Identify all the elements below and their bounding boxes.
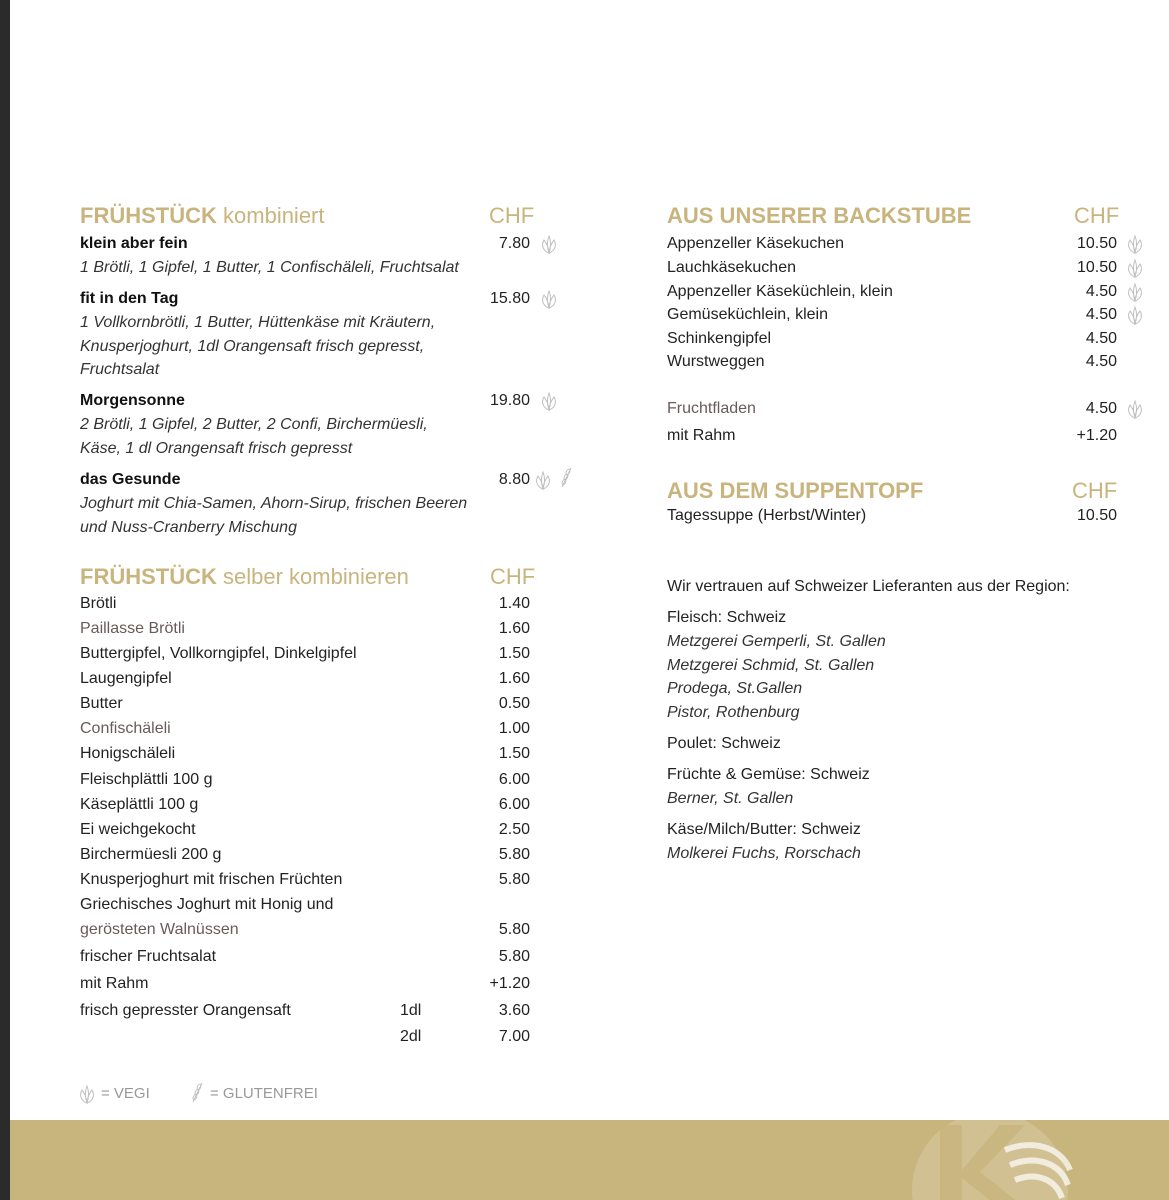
menu-item-price: 6.00 [498,771,530,788]
section-title-bold: FRÜHSTÜCK [80,203,217,228]
supplier-name: Metzgerei Gemperli, St. Gallen [667,633,886,650]
menu-item-description: 1 Vollkornbrötli, 1 Butter, Hüttenkäse mit Kräutern, Knusperjoghurt, 1dl Orangensaft frisch gepresst, Fruchtsalat [80,314,436,378]
left-edge-bar [0,0,10,1200]
menu-item-price: 5.80 [498,871,530,888]
vegi-icon [538,390,560,412]
menu-item-name: Birchermüesli 200 g [80,846,222,863]
menu-item-name: klein aber fein [80,235,188,252]
menu-item-name: Knusperjoghurt mit frischen Früchten [80,871,343,888]
menu-item-name: Confischäleli [80,720,171,737]
menu-item-price: 7.80 [498,235,530,252]
menu-item-description: 2 Brötli, 1 Gipfel, 2 Butter, 2 Confi, Birchermüesli, Käse, 1 dl Orangensaft frisch gepresst [80,416,428,457]
menu-item-name: Fruchtfladen [667,400,756,417]
section-title-fruehstueck-selber [80,564,409,590]
supplier-group-label: Poulet: Schweiz [667,735,781,752]
vegi-icon [1124,398,1146,420]
vegi-icon [1124,304,1146,326]
supplier-name: Molkerei Fuchs, Rorschach [667,845,861,862]
menu-item-price: 4.50 [1085,306,1117,323]
supplier-name: Pistor, Rothenburg [667,704,800,721]
menu-item-name: das Gesunde [80,471,181,488]
vegi-icon [532,469,554,491]
menu-item-name: Morgensonne [80,392,185,409]
menu-item-price: +1.20 [1076,427,1117,444]
vegi-icon [1124,233,1146,255]
menu-item-price: 10.50 [1076,259,1117,276]
menu-item-price: 1.00 [498,720,530,737]
menu-item-name: Appenzeller Käseküchlein, klein [667,283,893,300]
menu-item-name: Honigschäleli [80,745,176,762]
menu-item-price: 5.80 [498,948,530,965]
menu-item-price: 4.50 [1085,330,1117,347]
menu-item-price: 10.50 [1076,235,1117,252]
supplier-group-label: Fleisch: Schweiz [667,609,787,626]
menu-item-name: fit in den Tag [80,290,179,307]
menu-item-name: Schinkengipfel [667,330,772,347]
supplier-name: Prodega, St.Gallen [667,680,803,697]
menu-item-price: 19.80 [489,392,530,409]
section-title-fruehstueck-kombiniert [80,203,325,229]
footer-band [10,1120,1169,1200]
vegi-icon [76,1083,98,1105]
menu-item-price: 7.00 [498,1028,530,1045]
menu-item-name: Fleischplättli 100 g [80,771,213,788]
vegi-icon [538,288,560,310]
section-title-light: selber kombinieren [223,564,409,589]
menu-item-name: Wurstweggen [667,353,765,370]
menu-item-price: 0.50 [498,695,530,712]
glutenfrei-icon [556,466,578,488]
menu-item-price: 5.80 [498,921,530,938]
currency-label: CHF [490,564,536,589]
menu-item-name: Ei weichgekocht [80,821,196,838]
menu-item-price: 1.50 [498,745,530,762]
glutenfrei-icon [187,1081,209,1103]
menu-item-description: 1 Brötli, 1 Gipfel, 1 Butter, 1 Confischäleli, Fruchtsalat [80,259,459,276]
menu-item-name: Paillasse Brötli [80,620,185,637]
menu-item-name: Gemüseküchlein, klein [667,306,828,323]
vegi-icon [538,233,560,255]
supplier-group-label: Käse/Milch/Butter: Schweiz [667,821,861,838]
menu-item-price: 3.60 [498,1002,530,1019]
vegi-icon [1124,281,1146,303]
vegi-icon [1124,257,1146,279]
menu-item-name: Brötli [80,595,117,612]
supplier-name: Berner, St. Gallen [667,790,794,807]
supplier-group-label: Früchte & Gemüse: Schweiz [667,766,870,783]
menu-item-price: 10.50 [1076,507,1117,524]
menu-item-name: mit Rahm [80,975,149,992]
menu-item-name: frischer Fruchtsalat [80,948,217,965]
menu-item-name: Buttergipfel, Vollkorngipfel, Dinkelgipfel [80,645,357,662]
menu-item-price: 1.60 [498,670,530,687]
section-title-suppentopf: AUS DEM SUPPENTOPF [667,478,924,503]
menu-item-price: 4.50 [1085,353,1117,370]
menu-item-price: 4.50 [1085,283,1117,300]
menu-item-name: mit Rahm [667,427,736,444]
menu-item-price: +1.20 [489,975,530,992]
currency-label: CHF [1074,203,1120,228]
section-title-light: kombiniert [223,203,325,228]
menu-item-price: 1.60 [498,620,530,637]
suppliers-intro: Wir vertrauen auf Schweizer Lieferanten aus der Region: [667,578,1070,595]
menu-item-name: Griechisches Joghurt mit Honig und [80,896,334,913]
menu-item-price: 5.80 [498,846,530,863]
legend-glutenfrei-label: = GLUTENFREI [210,1085,318,1102]
menu-item-name: Käseplättli 100 g [80,796,199,813]
menu-item-price: 6.00 [498,796,530,813]
menu-item-name: Butter [80,695,123,712]
menu-item-price: 8.80 [498,471,530,488]
menu-item-name: Lauchkäsekuchen [667,259,796,276]
currency-label: CHF [489,203,535,228]
section-title-backstube: AUS UNSERER BACKSTUBE [667,203,972,228]
legend-vegi-label: = VEGI [101,1085,150,1102]
menu-item-name: Laugengipfel [80,670,172,687]
supplier-name: Metzgerei Schmid, St. Gallen [667,657,875,674]
menu-item-price: 1.40 [498,595,530,612]
menu-item-price: 15.80 [489,290,530,307]
menu-item-name: Tagessuppe (Herbst/Winter) [667,507,867,524]
brand-logo-mark [910,1120,1110,1200]
menu-item-price: 1.50 [498,645,530,662]
menu-item-size: 1dl [400,1002,422,1019]
menu-item-description: Joghurt mit Chia-Samen, Ahorn-Sirup, frischen Beeren und Nuss-Cranberry Mischung [80,495,468,536]
menu-item-price: 4.50 [1085,400,1117,417]
menu-item-name: Appenzeller Käsekuchen [667,235,845,252]
menu-item-name: frisch gepresster Orangensaft [80,1002,291,1019]
currency-label: CHF [1072,478,1118,503]
menu-item-name: gerösteten Walnüssen [80,921,239,938]
menu-item-price: 2.50 [498,821,530,838]
menu-item-size: 2dl [400,1028,422,1045]
section-title-bold: FRÜHSTÜCK [80,564,217,589]
